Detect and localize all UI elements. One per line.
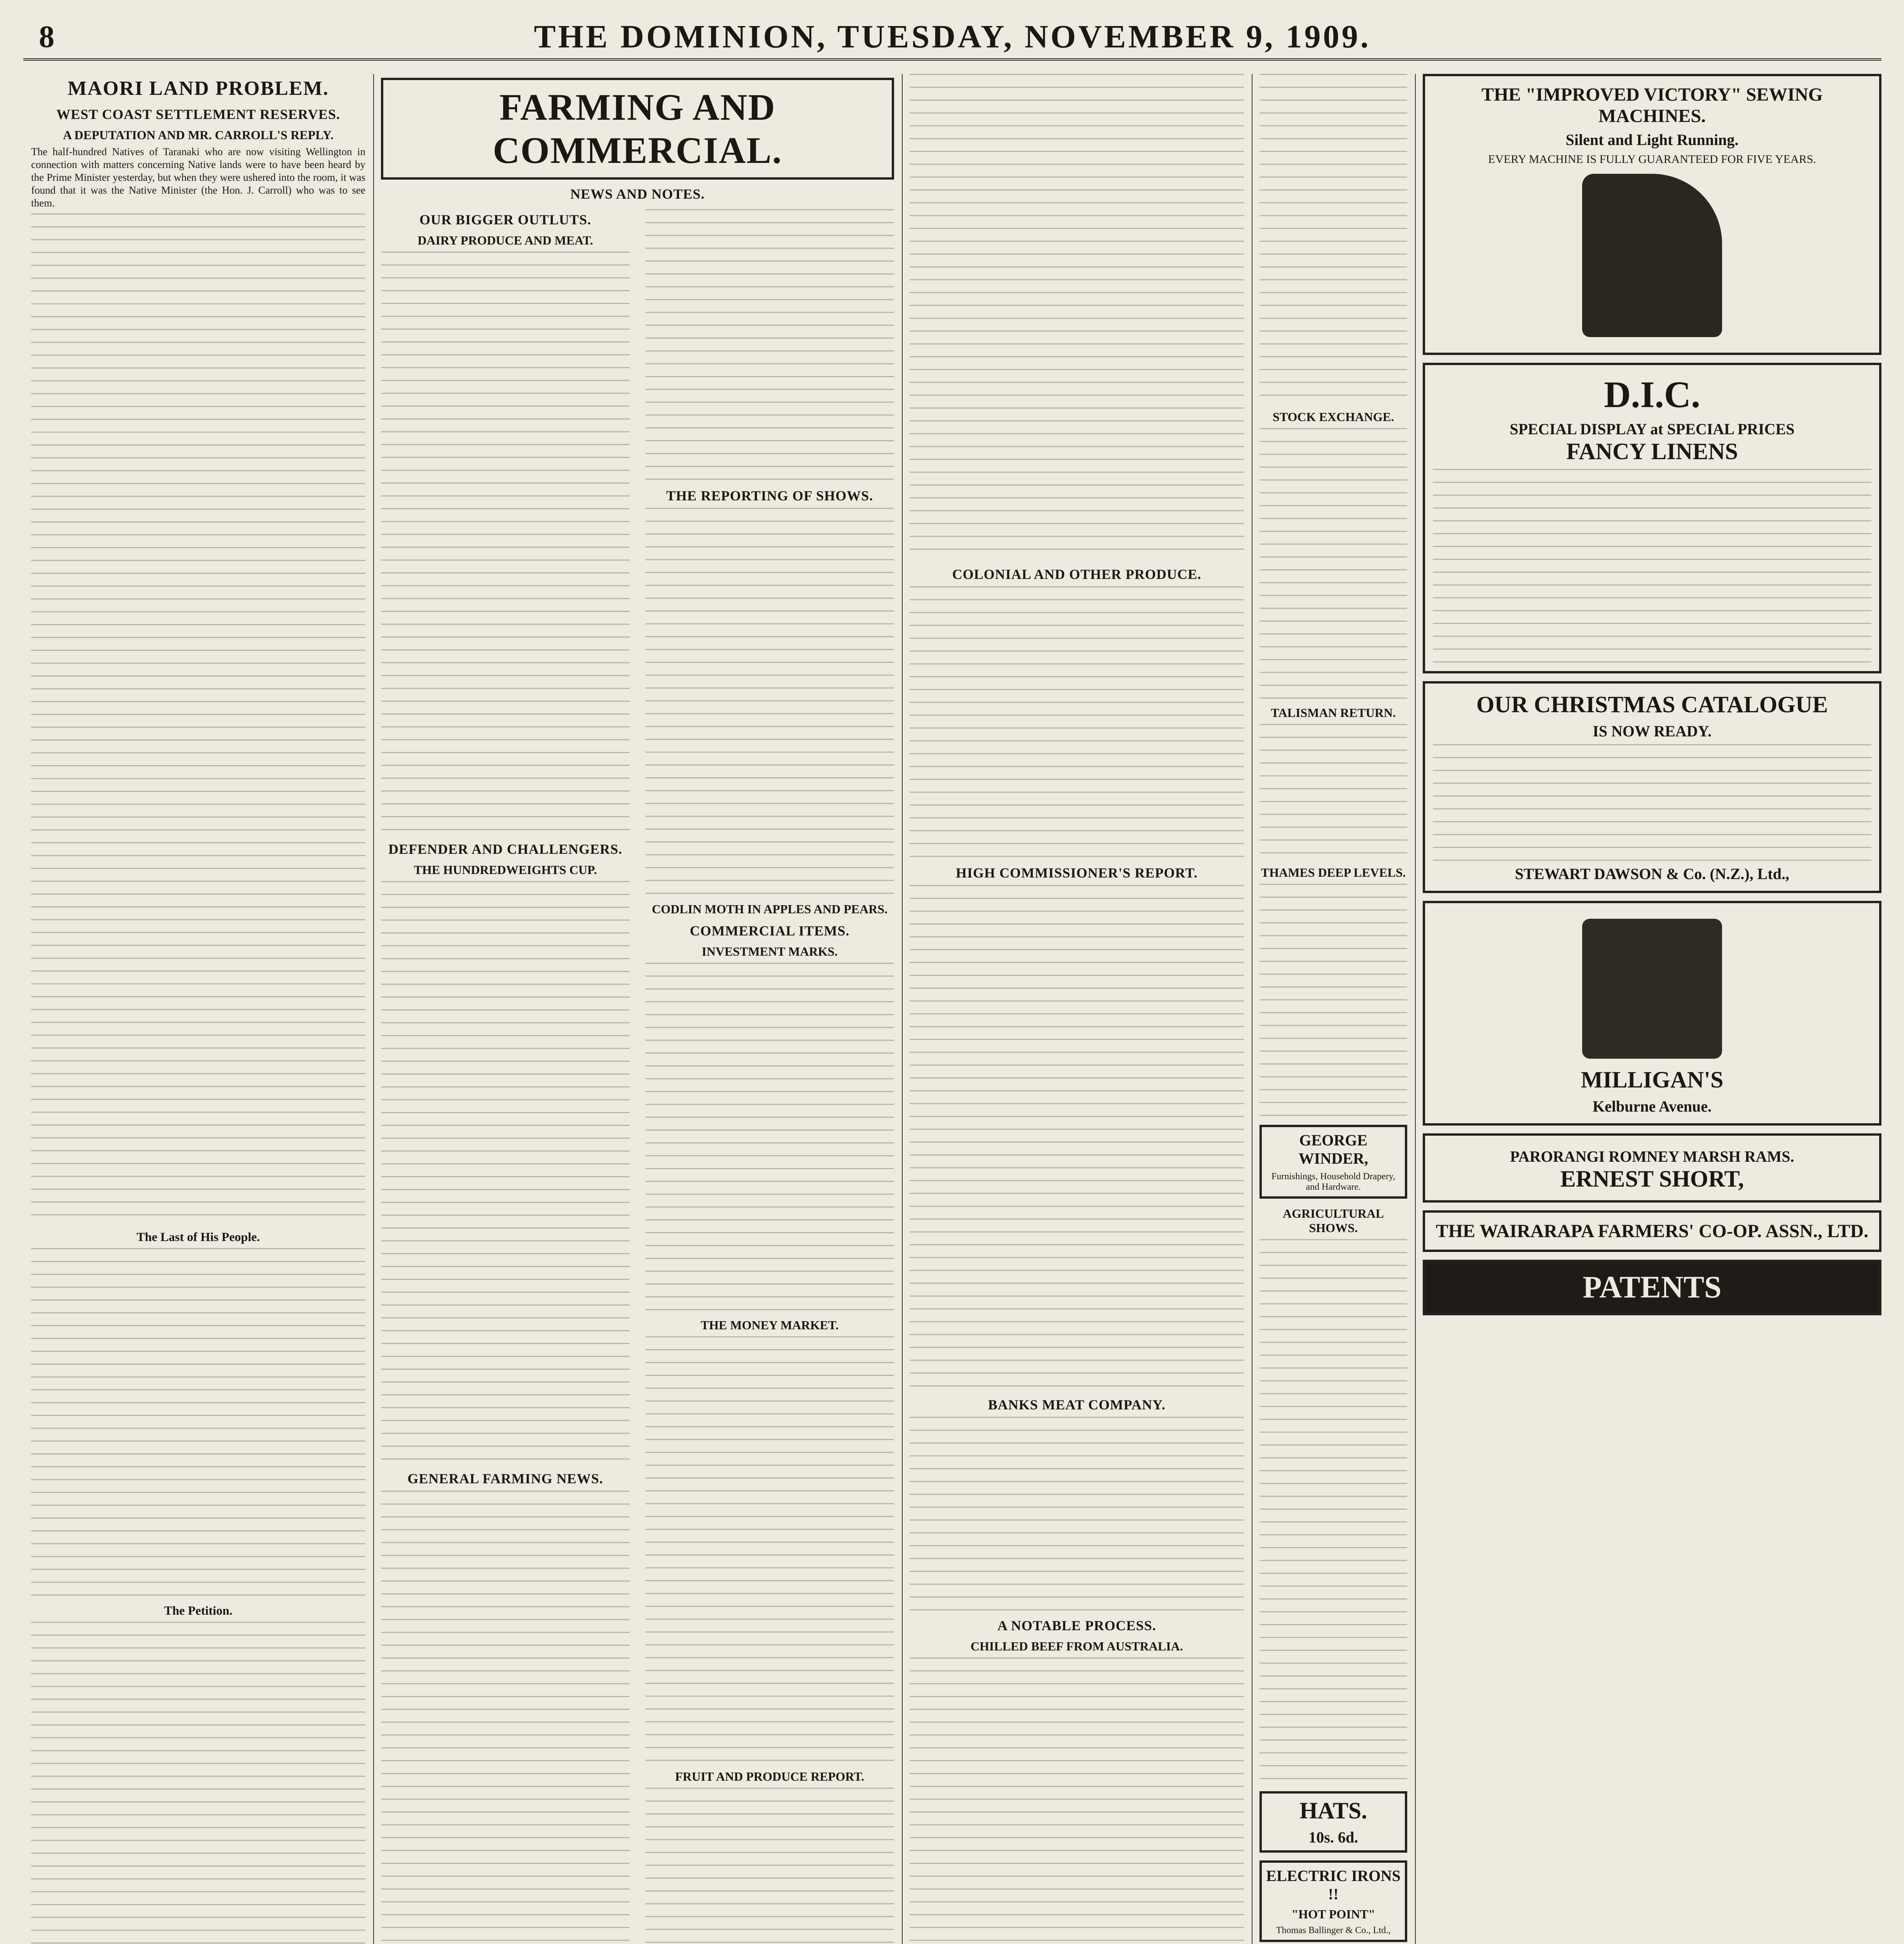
sewing-machine-illustration <box>1582 174 1722 337</box>
share-price-table <box>1259 74 1407 404</box>
section-heading: TALISMAN RETURN. <box>1271 706 1396 720</box>
article-text-block <box>31 1248 365 1598</box>
column-advertisements <box>1423 74 1881 1944</box>
section-heading: THE MONEY MARKET. <box>700 1318 839 1332</box>
section-subtitle: NEWS AND NOTES. <box>570 186 705 202</box>
article-text-block <box>645 508 894 897</box>
ad-george-winder <box>1259 1125 1407 1199</box>
newspaper-page <box>23 16 1881 1944</box>
ad-subtitle: Silent and Light Running. <box>1565 131 1739 149</box>
section-heading: DAIRY PRODUCE AND MEAT. <box>417 233 593 247</box>
article-text-block <box>1259 428 1407 700</box>
section-heading: THE HUNDREDWEIGHTS CUP. <box>414 863 597 877</box>
farming-subcolumn <box>645 205 894 1944</box>
deck: A DEPUTATION AND MR. CARROLL'S REPLY. <box>63 128 334 142</box>
section-heading: OUR BIGGER OUTLUTS. <box>419 212 592 227</box>
section-heading: FRUIT AND PRODUCE REPORT. <box>675 1769 865 1783</box>
ad-title: HATS. <box>1300 1798 1367 1823</box>
ad-subtitle: IS NOW READY. <box>1593 722 1712 740</box>
ad-subtitle: Kelburne Avenue. <box>1593 1098 1712 1115</box>
column-stock <box>1259 74 1407 1944</box>
section-heading: THE REPORTING OF SHOWS. <box>666 488 873 503</box>
page-number: 8 <box>39 20 54 54</box>
masthead <box>23 16 1881 61</box>
ad-dic <box>1423 363 1881 673</box>
ad-title: THE "IMPROVED VICTORY" SEWING MACHINES. <box>1481 84 1823 126</box>
ad-text-block <box>1433 469 1871 663</box>
article-text-block <box>1259 884 1407 1117</box>
ad-price: 10s. 6d. <box>1308 1829 1358 1846</box>
article-text-block <box>910 586 1244 858</box>
article-text-block <box>645 1788 894 1944</box>
section-heading: DEFENDER AND CHALLENGERS. <box>388 841 623 857</box>
article-text-block <box>381 252 630 835</box>
column-rule <box>902 74 903 1944</box>
article-text-block <box>910 1417 1244 1611</box>
section-heading: COLONIAL AND OTHER PRODUCE. <box>952 566 1202 582</box>
column-maori-land <box>31 74 365 1944</box>
ad-text: FANCY LINENS <box>1566 439 1738 464</box>
section-banner: FARMING AND COMMERCIAL. <box>381 78 894 180</box>
ad-text-block <box>1433 744 1871 861</box>
ad-stewart-dawson <box>1423 681 1881 893</box>
ad-title: PARORANGI ROMNEY MARSH RAMS. <box>1510 1148 1794 1165</box>
column-farming <box>381 74 894 1944</box>
ad-title: ELECTRIC IRONS !! <box>1266 1867 1401 1903</box>
ad-subtitle: "HOT POINT" <box>1291 1907 1375 1921</box>
market-price-table <box>910 74 1244 560</box>
ad-hats <box>1259 1791 1407 1853</box>
section-heading: BANKS MEAT COMPANY. <box>988 1397 1166 1413</box>
ad-text: Thomas Ballinger & Co., Ltd., <box>1276 1925 1391 1935</box>
column-produce <box>910 74 1244 1944</box>
section-heading: CHILLED BEEF FROM AUSTRALIA. <box>970 1639 1183 1653</box>
article-text-block <box>1259 724 1407 860</box>
ad-romney-rams <box>1423 1133 1881 1203</box>
ad-subtitle: SPECIAL DISPLAY at SPECIAL PRICES <box>1509 420 1795 438</box>
article-text-block <box>31 213 365 1224</box>
section-heading: THAMES DEEP LEVELS. <box>1261 865 1406 879</box>
section-heading: GENERAL FARMING NEWS. <box>407 1471 603 1486</box>
ad-title: D.I.C. <box>1604 374 1700 415</box>
ad-title: OUR CHRISTMAS CATALOGUE <box>1476 692 1828 717</box>
section-heading: The Last of His People. <box>136 1230 260 1244</box>
headline: MAORI LAND PROBLEM. <box>67 77 329 100</box>
section-heading: COMMERCIAL ITEMS. <box>690 923 850 939</box>
article-text-block <box>910 885 1244 1390</box>
ad-milligans <box>1423 901 1881 1126</box>
subhead: WEST COAST SETTLEMENT RESERVES. <box>56 107 340 122</box>
ad-title: PATENTS <box>1583 1270 1722 1304</box>
article-text-block <box>381 1491 630 1944</box>
ad-title: THE WAIRARAPA FARMERS' CO-OP. ASSN., LTD. <box>1436 1221 1869 1241</box>
article-paragraph: The half-hundred Natives of Taranaki who are now visiting Wellington in connection with matters concerning Native lands were to have been heard by the Prime Minister yesterday, but when they were ushered into the room, it was found that it was the Native Minister (the Hon. J. Carroll) who was to see them. <box>31 146 365 209</box>
farming-subcolumn <box>381 205 630 1944</box>
article-text-block <box>645 209 894 481</box>
section-heading: CODLIN MOTH IN APPLES AND PEARS. <box>652 902 888 916</box>
article-text-block <box>1259 1239 1407 1783</box>
ad-sewing-machines <box>1423 74 1881 355</box>
ad-text: STEWART DAWSON & Co. (N.Z.), Ltd., <box>1515 865 1789 883</box>
ad-text: ERNEST SHORT, <box>1560 1166 1744 1192</box>
ad-text: Furnishings, Household Drapery, and Hardware. <box>1271 1171 1396 1192</box>
coat-of-arms-illustration <box>1582 919 1722 1059</box>
ad-electric-irons <box>1259 1860 1407 1942</box>
ad-patents <box>1423 1260 1881 1315</box>
section-heading: INVESTMENT MARKS. <box>702 944 838 958</box>
section-heading: The Petition. <box>164 1603 232 1617</box>
article-text-block <box>381 881 630 1464</box>
section-heading: A NOTABLE PROCESS. <box>997 1618 1156 1633</box>
article-text-block <box>31 1622 365 1944</box>
ad-wairarapa-farmers <box>1423 1210 1881 1252</box>
ad-text: EVERY MACHINE IS FULLY GUARANTEED FOR FIVE YEARS. <box>1488 153 1816 166</box>
article-text-block <box>910 1657 1244 1944</box>
column-rule <box>1415 74 1416 1944</box>
section-heading: STOCK EXCHANGE. <box>1272 410 1394 424</box>
masthead-title: THE DOMINION, TUESDAY, NOVEMBER 9, 1909. <box>534 19 1371 55</box>
section-heading: HIGH COMMISSIONER'S REPORT. <box>955 865 1198 881</box>
ad-title: MILLIGAN'S <box>1581 1067 1724 1093</box>
ad-title: GEORGE WINDER, <box>1298 1131 1368 1167</box>
section-heading: AGRICULTURAL SHOWS. <box>1282 1206 1384 1235</box>
article-text-block <box>645 1336 894 1764</box>
article-text-block <box>645 963 894 1313</box>
column-rule <box>373 74 374 1944</box>
